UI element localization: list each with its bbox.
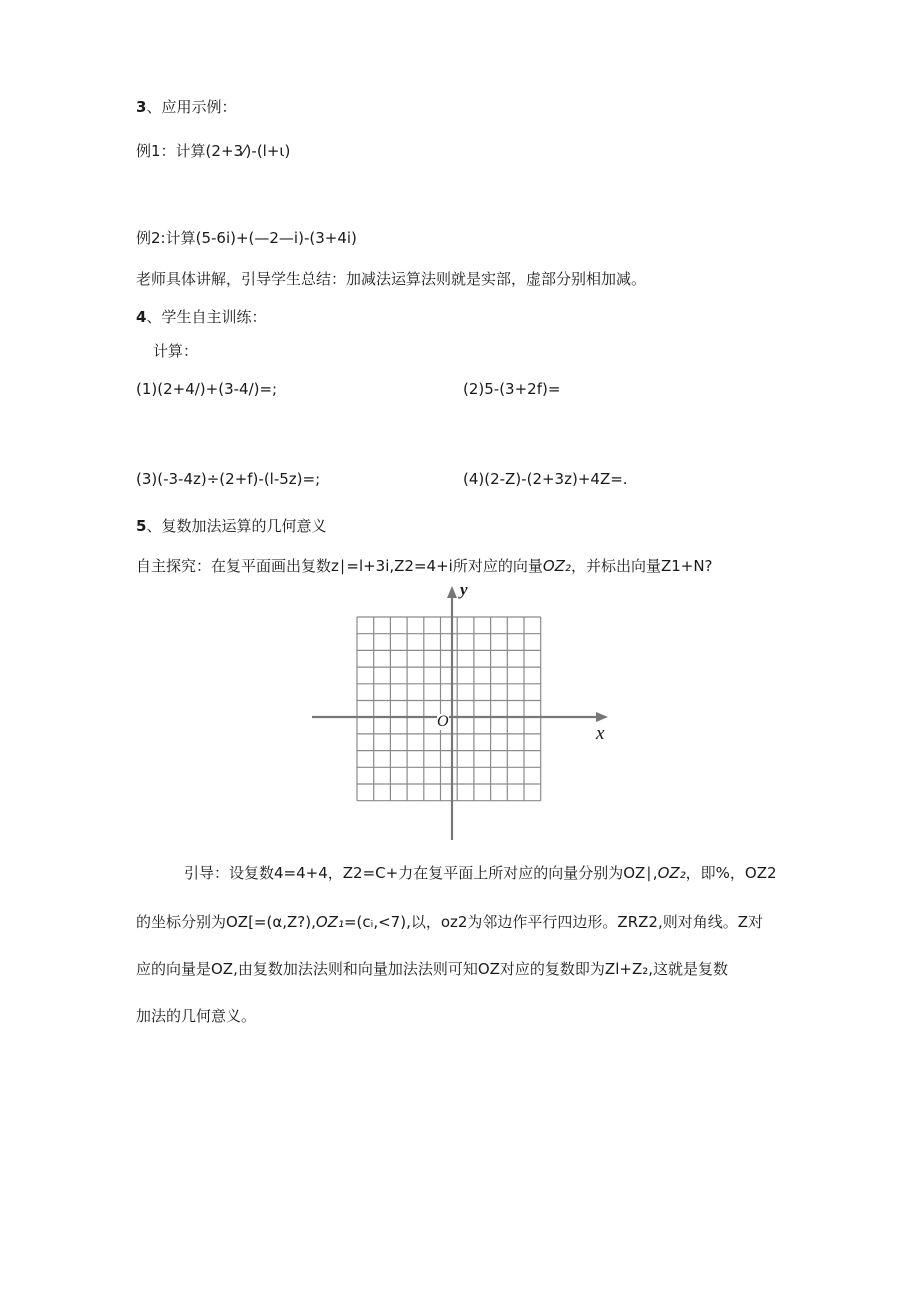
exercise-1: (1)(2+4/)+(3-4/)=; <box>136 380 278 398</box>
explore-text: 自主探究：在复平面画出复数z∣=l+3i,Z2=4+i所对应的向量OZ₂，并标出向量Z1+N? <box>136 557 713 575</box>
x-axis-arrow <box>596 712 608 722</box>
guide-line-3: 应的向量是OZ,由复数加法法则和向量加法法则可知OZ对应的复数即为Zl+Z₂,这就是复数 <box>136 960 729 978</box>
guide-line-2: 的坐标分别为OZ[=(α,Z?),OZ₁=(cᵢ,<7),以，oz2为邻边作平行四边形。ZRZ2,则对角线。Z对 <box>136 913 763 931</box>
section-5-heading: 5、复数加法运算的几何意义 <box>136 517 327 535</box>
y-axis-arrow <box>447 586 457 598</box>
guide-line-1: 引导：设复数4=4+4，Z2=C+力在复平面上所对应的向量分别为OZ∣,OZ₂，即%，OZ2 <box>184 864 777 882</box>
exercise-4: (4)(2-Z)-(2+3z)+4Z=. <box>463 470 628 488</box>
section-4-heading: 4、学生自主训练： <box>136 308 267 326</box>
exercise-3: (3)(-3-4z)÷(2+f)-(l-5z)=; <box>136 470 321 488</box>
origin-label: O <box>437 713 449 730</box>
guide-line-4: 加法的几何意义。 <box>136 1007 257 1025</box>
x-axis-label: x <box>596 723 605 744</box>
section-3-heading: 3、应用示例： <box>136 98 237 116</box>
complex-plane-figure <box>300 578 620 843</box>
calc-label: 计算： <box>153 342 199 360</box>
example-1: 例1：计算(2+3⁄)-(l+ι) <box>136 142 291 160</box>
y-axis-label: y <box>460 580 468 599</box>
teacher-note: 老师具体讲解，引导学生总结：加减法运算法则就是实部，虚部分别相加减。 <box>136 270 647 288</box>
example-2: 例2:计算(5-6i)+(—2—i)-(3+4i) <box>136 229 357 247</box>
exercise-2: (2)5-(3+2f)= <box>463 380 561 398</box>
complex-plane-svg <box>300 578 620 843</box>
